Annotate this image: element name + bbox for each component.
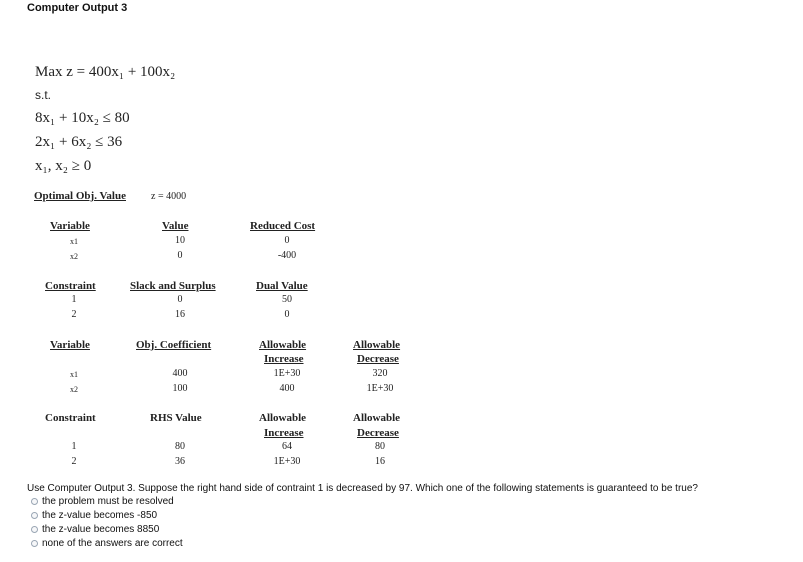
table-cell: 100 xyxy=(172,383,188,394)
answer-option-2[interactable] xyxy=(31,508,183,522)
table-cell: x1 xyxy=(70,237,78,246)
answer-option-3[interactable] xyxy=(31,522,183,536)
table-cell: 16 xyxy=(375,456,385,467)
table-cell: -400 xyxy=(277,250,297,261)
table4-header-rhs-value: RHS Value xyxy=(150,412,202,424)
objective-function: Max z = 400x₁ + 100x₂ xyxy=(35,64,176,80)
answer-option-label: the problem must be resolved xyxy=(42,495,174,507)
table3-header-increase: Increase xyxy=(264,353,304,365)
optimal-value: z = 4000 xyxy=(151,191,187,202)
table4-header-decrease: Decrease xyxy=(357,427,399,439)
answer-option-label: the z-value becomes 8850 xyxy=(42,523,160,535)
table-cell: 1 xyxy=(71,441,77,452)
answer-option-4[interactable] xyxy=(31,536,183,550)
table-cell: 36 xyxy=(175,456,185,467)
table2-header-constraint: Constraint xyxy=(45,280,96,292)
table3-header-decrease: Decrease xyxy=(357,353,399,365)
table3-header-allowable-dec: Allowable xyxy=(353,339,401,351)
table4-header-increase: Increase xyxy=(264,427,304,439)
answer-options xyxy=(31,494,183,550)
table-cell: 1E+30 xyxy=(366,383,394,394)
table3-header-obj-coefficient: Obj. Coefficient xyxy=(136,339,212,351)
table-cell: 320 xyxy=(372,368,388,379)
page-title: Computer Output 3 xyxy=(27,2,128,14)
table1-header-reduced-cost: Reduced Cost xyxy=(250,220,316,232)
table-cell: 0 xyxy=(177,294,183,305)
table-cell: 0 xyxy=(284,309,290,320)
table2-header-slack: Slack and Surplus xyxy=(130,280,216,292)
nonnegativity: x₁, x₂ ≥ 0 xyxy=(35,158,92,174)
table-cell: 400 xyxy=(279,383,295,394)
answer-option-label: none of the answers are correct xyxy=(42,537,183,549)
table-cell: 2 xyxy=(71,456,77,467)
question-text: Use Computer Output 3. Suppose the right hand side of contraint 1 is decreased by 97. Which one of the following statements is guaranteed to be true? xyxy=(27,483,698,494)
constraint-2: 2x₁ + 6x₂ ≤ 36 xyxy=(35,134,123,150)
table3-header-allowable-inc: Allowable xyxy=(259,339,307,351)
radio-button[interactable] xyxy=(31,540,38,547)
table-cell: 50 xyxy=(282,294,292,305)
table-cell: 16 xyxy=(175,309,185,320)
table-cell: 1 xyxy=(71,294,77,305)
table4-header-constraint: Constraint xyxy=(45,412,96,424)
constraint-1: 8x₁ + 10x₂ ≤ 80 xyxy=(35,110,130,126)
table4-header-allowable-dec: Allowable xyxy=(353,412,401,424)
table-cell: 400 xyxy=(172,368,188,379)
table4-header-allowable-inc: Allowable xyxy=(259,412,307,424)
table-cell: 2 xyxy=(71,309,77,320)
table-cell: x2 xyxy=(70,385,78,394)
table3-header-variable: Variable xyxy=(50,339,90,351)
table-cell: 1E+30 xyxy=(273,368,301,379)
radio-button[interactable] xyxy=(31,512,38,519)
answer-option-1[interactable] xyxy=(31,494,183,508)
radio-button[interactable] xyxy=(31,498,38,505)
table-cell: 10 xyxy=(175,235,185,246)
table1-header-variable: Variable xyxy=(50,220,90,232)
table1-header-value: Value xyxy=(162,220,189,232)
table-cell: 80 xyxy=(175,441,185,452)
table-cell: 64 xyxy=(282,441,292,452)
table-cell: x2 xyxy=(70,252,78,261)
table-cell: 0 xyxy=(177,250,183,261)
table2-header-dual-value: Dual Value xyxy=(256,280,308,292)
optimal-label: Optimal Obj. Value xyxy=(34,190,126,202)
radio-button[interactable] xyxy=(31,526,38,533)
table-cell: 1E+30 xyxy=(273,456,301,467)
table-cell: 80 xyxy=(375,441,385,452)
table-cell: 0 xyxy=(284,235,290,246)
answer-option-label: the z-value becomes -850 xyxy=(42,509,158,521)
subject-to: s.t. xyxy=(35,88,52,102)
table-cell: x1 xyxy=(70,370,78,379)
